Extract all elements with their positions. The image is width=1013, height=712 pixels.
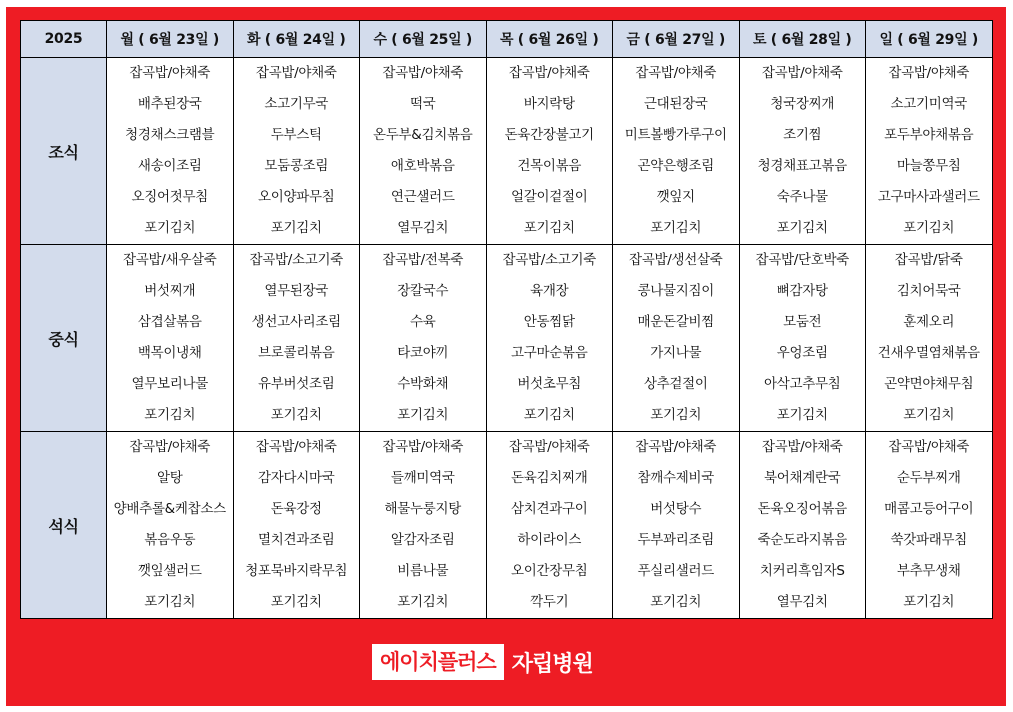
menu-item: 버섯찌개 bbox=[144, 283, 196, 299]
menu-item: 훈제오리 bbox=[903, 314, 955, 330]
menu-cell-sat bbox=[739, 245, 866, 432]
menu-item: 김치어묵국 bbox=[896, 283, 961, 299]
menu-item: 잡곡밥/야채죽 bbox=[635, 65, 717, 81]
menu-item: 잡곡밥/야채죽 bbox=[382, 439, 464, 455]
menu-item: 브로콜리볶음 bbox=[258, 345, 335, 361]
menu-item: 매운돈갈비찜 bbox=[637, 314, 714, 330]
menu-cell-thu bbox=[486, 432, 613, 619]
menu-cell-wed bbox=[360, 432, 487, 619]
menu-item: 쑥갓파래무침 bbox=[890, 532, 967, 548]
menu-item: 포기김치 bbox=[270, 594, 322, 610]
menu-item: 잡곡밥/단호박죽 bbox=[755, 252, 849, 268]
menu-cell-wed bbox=[360, 58, 487, 245]
menu-item: 포두부야채볶음 bbox=[884, 127, 974, 143]
menu-item: 장칼국수 bbox=[397, 283, 449, 299]
menu-item: 치커리흑임자S bbox=[759, 563, 845, 579]
menu-item: 소고기무국 bbox=[264, 96, 329, 112]
day-header-wed: 수 ( 6월 25일 ) bbox=[360, 21, 487, 58]
hospital-name: 자립병원 bbox=[511, 651, 593, 677]
menu-item: 열무김치 bbox=[397, 220, 449, 236]
meal-row bbox=[21, 432, 993, 619]
menu-item: 깻잎지 bbox=[656, 189, 695, 205]
menu-item: 양배추롤&케찹소스 bbox=[113, 501, 226, 517]
menu-cell-mon bbox=[107, 58, 234, 245]
menu-item: 삼치견과구이 bbox=[511, 501, 588, 517]
menu-item: 뼈감자탕 bbox=[776, 283, 828, 299]
menu-cell-sun bbox=[866, 432, 993, 619]
menu-item: 포기김치 bbox=[650, 220, 702, 236]
menu-item: 오이간장무침 bbox=[511, 563, 588, 579]
menu-item: 부추무생채 bbox=[896, 563, 961, 579]
menu-cell-tue bbox=[233, 245, 360, 432]
menu-item: 바지락탕 bbox=[523, 96, 575, 112]
menu-item: 해물누룽지탕 bbox=[384, 501, 461, 517]
menu-item: 잡곡밥/야채죽 bbox=[255, 439, 337, 455]
menu-item: 포기김치 bbox=[397, 407, 449, 423]
menu-item: 열무보리나물 bbox=[131, 376, 208, 392]
menu-item: 두부스틱 bbox=[270, 127, 322, 143]
menu-item: 타코야끼 bbox=[397, 345, 449, 361]
menu-item: 잡곡밥/야채죽 bbox=[508, 65, 590, 81]
menu-item: 아삭고추무침 bbox=[764, 376, 841, 392]
menu-item: 오징어젓무침 bbox=[131, 189, 208, 205]
menu-item: 미트볼빵가루구이 bbox=[624, 127, 727, 143]
menu-cell-fri bbox=[613, 245, 740, 432]
day-header-fri: 금 ( 6월 27일 ) bbox=[613, 21, 740, 58]
menu-item: 포기김치 bbox=[523, 407, 575, 423]
menu-cell-sun bbox=[866, 58, 993, 245]
menu-item: 잡곡밥/전복죽 bbox=[382, 252, 464, 268]
menu-item: 건새우멸염채볶음 bbox=[877, 345, 980, 361]
menu-item: 숙주나물 bbox=[776, 189, 828, 205]
menu-item: 북어채계란국 bbox=[764, 470, 841, 486]
day-header-tue: 화 ( 6월 24일 ) bbox=[233, 21, 360, 58]
menu-item: 잡곡밥/야채죽 bbox=[761, 65, 843, 81]
menu-item: 조기찜 bbox=[783, 127, 822, 143]
menu-item: 알탕 bbox=[157, 470, 183, 486]
menu-item: 떡국 bbox=[410, 96, 436, 112]
menu-item: 잡곡밥/야채죽 bbox=[129, 439, 211, 455]
menu-item: 연근샐러드 bbox=[390, 189, 455, 205]
menu-item: 청경채스크램블 bbox=[125, 127, 215, 143]
menu-item: 멸치견과조림 bbox=[258, 532, 335, 548]
menu-item: 삼겹살볶음 bbox=[137, 314, 202, 330]
menu-cell-mon bbox=[107, 245, 234, 432]
menu-item: 잡곡밥/야채죽 bbox=[129, 65, 211, 81]
menu-cell-wed bbox=[360, 245, 487, 432]
day-header-sat: 토 ( 6월 28일 ) bbox=[739, 21, 866, 58]
menu-cell-tue bbox=[233, 432, 360, 619]
menu-item: 돈육김치찌개 bbox=[511, 470, 588, 486]
menu-item: 청국장찌개 bbox=[770, 96, 835, 112]
menu-item: 잡곡밥/야채죽 bbox=[508, 439, 590, 455]
menu-item: 근대된장국 bbox=[643, 96, 708, 112]
menu-item: 곤약면야채무침 bbox=[884, 376, 974, 392]
meal-row bbox=[21, 58, 993, 245]
menu-item: 포기김치 bbox=[776, 407, 828, 423]
menu-item: 포기김치 bbox=[650, 594, 702, 610]
menu-item: 온두부&김치볶음 bbox=[373, 127, 473, 143]
menu-item: 잡곡밥/야채죽 bbox=[761, 439, 843, 455]
menu-item: 가지나물 bbox=[650, 345, 702, 361]
menu-cell-fri bbox=[613, 58, 740, 245]
menu-item: 오이양파무침 bbox=[258, 189, 335, 205]
menu-item: 포기김치 bbox=[903, 220, 955, 236]
menu-item: 소고기미역국 bbox=[890, 96, 967, 112]
meal-label: 중식 bbox=[21, 245, 107, 432]
menu-item: 죽순도라지볶음 bbox=[757, 532, 847, 548]
menu-item: 알감자조림 bbox=[390, 532, 455, 548]
menu-item: 육개장 bbox=[530, 283, 569, 299]
menu-item: 콩나물지짐이 bbox=[637, 283, 714, 299]
menu-item: 포기김치 bbox=[776, 220, 828, 236]
menu-cell-fri bbox=[613, 432, 740, 619]
menu-item: 청포묵바지락무침 bbox=[245, 563, 348, 579]
menu-item: 수육 bbox=[410, 314, 436, 330]
menu-item: 참깨수제비국 bbox=[637, 470, 714, 486]
menu-item: 모둠콩조림 bbox=[264, 158, 329, 174]
menu-cell-sat bbox=[739, 432, 866, 619]
menu-item: 잡곡밥/소고기죽 bbox=[249, 252, 343, 268]
menu-item: 포기김치 bbox=[650, 407, 702, 423]
menu-item: 잡곡밥/새우살죽 bbox=[123, 252, 217, 268]
menu-item: 잡곡밥/소고기죽 bbox=[502, 252, 596, 268]
menu-item: 깻잎샐러드 bbox=[137, 563, 202, 579]
meal-row bbox=[21, 245, 993, 432]
meal-label: 조식 bbox=[21, 58, 107, 245]
hospital-logo bbox=[372, 642, 593, 682]
menu-item: 볶음우동 bbox=[144, 532, 196, 548]
menu-item: 배추된장국 bbox=[137, 96, 202, 112]
menu-item: 매콤고등어구이 bbox=[884, 501, 974, 517]
menu-cell-mon bbox=[107, 432, 234, 619]
menu-item: 열무된장국 bbox=[264, 283, 329, 299]
meal-label: 석식 bbox=[21, 432, 107, 619]
menu-item: 새송이조림 bbox=[137, 158, 202, 174]
menu-item: 감자다시마국 bbox=[258, 470, 335, 486]
menu-item: 포기김치 bbox=[270, 407, 322, 423]
menu-item: 깍두기 bbox=[530, 594, 569, 610]
menu-item: 포기김치 bbox=[903, 594, 955, 610]
menu-item: 푸실리샐러드 bbox=[637, 563, 714, 579]
menu-item: 열무김치 bbox=[776, 594, 828, 610]
year-header: 2025 bbox=[21, 21, 107, 58]
menu-item: 청경채표고볶음 bbox=[757, 158, 847, 174]
menu-table-container bbox=[20, 20, 992, 619]
menu-item: 수박화채 bbox=[397, 376, 449, 392]
menu-item: 안동찜닭 bbox=[523, 314, 575, 330]
menu-item: 고구마순볶음 bbox=[511, 345, 588, 361]
menu-item: 포기김치 bbox=[270, 220, 322, 236]
menu-item: 마늘쫑무침 bbox=[896, 158, 961, 174]
menu-item: 포기김치 bbox=[903, 407, 955, 423]
menu-item: 돈육간장불고기 bbox=[504, 127, 594, 143]
menu-item: 잡곡밥/야채죽 bbox=[382, 65, 464, 81]
menu-item: 포기김치 bbox=[144, 220, 196, 236]
menu-item: 잡곡밥/생선살죽 bbox=[629, 252, 723, 268]
menu-item: 돈육강정 bbox=[270, 501, 322, 517]
menu-item: 고구마사과샐러드 bbox=[877, 189, 980, 205]
menu-item: 애호박볶음 bbox=[390, 158, 455, 174]
menu-item: 잡곡밥/야채죽 bbox=[635, 439, 717, 455]
menu-item: 비름나물 bbox=[397, 563, 449, 579]
logo-brand-text: 에이치플러스 bbox=[372, 644, 504, 680]
menu-item: 포기김치 bbox=[397, 594, 449, 610]
menu-item: 버섯초무침 bbox=[517, 376, 582, 392]
menu-item: 모둠전 bbox=[783, 314, 822, 330]
menu-cell-thu bbox=[486, 245, 613, 432]
menu-item: 하이라이스 bbox=[517, 532, 582, 548]
menu-item: 두부꽈리조림 bbox=[637, 532, 714, 548]
day-header-thu: 목 ( 6월 26일 ) bbox=[486, 21, 613, 58]
menu-item: 잡곡밥/닭죽 bbox=[894, 252, 963, 268]
menu-item: 순두부찌개 bbox=[896, 470, 961, 486]
menu-item: 들깨미역국 bbox=[390, 470, 455, 486]
menu-item: 잡곡밥/야채죽 bbox=[255, 65, 337, 81]
weekly-menu-table bbox=[20, 20, 993, 619]
menu-cell-sun bbox=[866, 245, 993, 432]
menu-item: 우엉조림 bbox=[776, 345, 828, 361]
header-row bbox=[21, 21, 993, 58]
menu-item: 돈육오징어볶음 bbox=[757, 501, 847, 517]
menu-item: 잡곡밥/야채죽 bbox=[888, 439, 970, 455]
menu-item: 생선고사리조림 bbox=[251, 314, 341, 330]
day-header-mon: 월 ( 6월 23일 ) bbox=[107, 21, 234, 58]
menu-item: 유부버섯조림 bbox=[258, 376, 335, 392]
menu-cell-thu bbox=[486, 58, 613, 245]
menu-item: 포기김치 bbox=[523, 220, 575, 236]
menu-item: 건목이볶음 bbox=[517, 158, 582, 174]
menu-cell-tue bbox=[233, 58, 360, 245]
menu-item: 곤약은행조림 bbox=[637, 158, 714, 174]
menu-item: 버섯탕수 bbox=[650, 501, 702, 517]
menu-cell-sat bbox=[739, 58, 866, 245]
menu-item: 잡곡밥/야채죽 bbox=[888, 65, 970, 81]
menu-item: 포기김치 bbox=[144, 594, 196, 610]
menu-item: 백목이냉채 bbox=[137, 345, 202, 361]
menu-item: 상추겉절이 bbox=[643, 376, 708, 392]
menu-item: 포기김치 bbox=[144, 407, 196, 423]
menu-item: 얼갈이겉절이 bbox=[511, 189, 588, 205]
day-header-sun: 일 ( 6월 29일 ) bbox=[866, 21, 993, 58]
